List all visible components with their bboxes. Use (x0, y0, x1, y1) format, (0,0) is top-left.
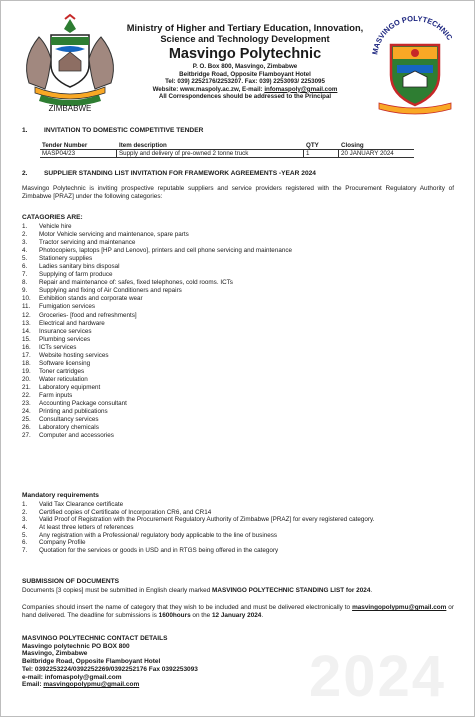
list-item-text: Software licensing (39, 359, 91, 367)
contact-line: Masvingo polytechnic PO BOX 800 (22, 642, 130, 650)
list-item-number: 9. (22, 287, 28, 295)
contact-email-label: Email: (22, 681, 44, 689)
list-item-text: Laboratory equipment (39, 383, 101, 391)
list-item (22, 384, 292, 392)
website-label: Website: www.maspoly.ac.zw, E-mail: (152, 85, 265, 93)
mandatory-heading: Mandatory requirements (22, 492, 99, 499)
list-item (22, 279, 292, 287)
list-item (22, 247, 292, 255)
contact-email-line (22, 681, 198, 689)
list-item-number: 14. (22, 327, 31, 335)
list-item-text: Quotation for the services or goods in USD and in RTGS being offered in the category (39, 547, 279, 555)
header-closing: Closing (339, 142, 414, 150)
list-item (22, 416, 292, 424)
list-item (22, 287, 292, 295)
submission-heading: SUBMISSION OF DOCUMENTS (22, 578, 120, 585)
list-item-number: 22. (22, 391, 31, 399)
categories-list (22, 223, 292, 440)
list-item-text: Repair and maintenance of: safes, fixed telephones, cold rooms. ICTs (39, 279, 233, 287)
list-item-text: Fumigation services (39, 303, 95, 311)
po-box: P. O. Box 800, Masvingo, Zimbabwe (192, 63, 298, 70)
list-item-number: 24. (22, 408, 31, 416)
list-item-number: 19. (22, 367, 31, 375)
letterhead (1, 1, 475, 123)
list-item-number: 4. (22, 524, 28, 532)
list-item-text: Toner cartridges (39, 367, 85, 375)
list-item-text: Printing and publications (39, 408, 108, 416)
deadline-date: 12 January 2024 (211, 612, 262, 620)
list-item-text: Insurance services (39, 327, 92, 335)
list-item-text: Valid Tax Clearance certificate (39, 501, 124, 508)
list-item-number: 17. (22, 351, 31, 359)
submission-line-1 (22, 587, 454, 595)
list-item-text: Laboratory chemicals (39, 424, 99, 432)
crest-arc-label: MASVINGO POLYTECHNIC (370, 15, 455, 56)
list-item-number: 6. (22, 539, 28, 547)
submission-deadline-text: or hand delivered. The deadline for submissions is (22, 604, 454, 620)
list-item-text: Computer and accessories (39, 432, 114, 440)
submission-period: . (370, 587, 373, 594)
list-item-number: 1. (22, 501, 28, 508)
section-1-title: INVITATION TO DOMESTIC COMPETITIVE TENDER (44, 127, 204, 134)
list-item-number: 21. (22, 383, 31, 391)
list-item (22, 263, 292, 271)
header-tender-number: Tender Number (40, 142, 117, 150)
mandatory-requirements-list (22, 501, 374, 555)
list-item (22, 432, 292, 440)
list-item (22, 392, 292, 400)
list-item (22, 516, 374, 524)
header-item-description: Item description (117, 142, 304, 150)
list-item-text: Groceries- [food and refreshments] (39, 311, 137, 319)
list-item (22, 501, 374, 509)
list-item-number: 4. (22, 247, 28, 255)
list-item-text: Company Profile (39, 539, 86, 547)
cell-closing: 20 JANUARY 2024 (339, 150, 414, 158)
list-item (22, 223, 292, 231)
cell-item-description: Supply and delivery of pre-owned 2 tonne truck (117, 150, 304, 158)
ministry-name: Ministry of Higher and Tertiary Education, Innovation, Science and Technology Development (126, 23, 364, 44)
submission-text: Documents [3 copies] must be submitted in English clearly marked (22, 587, 213, 594)
list-item-text: Valid Proof of Registration with the Procurement Regulatory Authority of Zimbabwe [PRAZ] for every registered category. (39, 516, 375, 524)
coat-of-arms-label: ZIMBABWE (48, 104, 92, 113)
list-item (22, 524, 374, 532)
list-item-number: 2. (22, 508, 28, 516)
list-item-text: Stationery supplies (39, 255, 93, 263)
section-2-number: 2. (22, 170, 28, 177)
list-item-number: 23. (22, 400, 31, 408)
header-email-link[interactable]: infomaspoly@gmail.com (264, 85, 338, 93)
contact-line: e-mail: infomaspoly@gmail.com (22, 673, 122, 681)
submission-on: on the (190, 612, 212, 620)
list-item-text: Vehicle hire (39, 223, 72, 230)
submission-line-2 (22, 604, 454, 620)
list-item-text: Exhibition stands and corporate wear (39, 295, 143, 303)
header-qty: QTY (304, 142, 339, 150)
zimbabwe-coat-of-arms-logo (15, 13, 125, 113)
contact-line: Tel: 0392253224/0392252269/0392252176 Fax 0392253093 (22, 665, 198, 673)
list-item-number: 5. (22, 531, 28, 539)
submission-instructions: Companies should insert the name of category that they wish to be included and must be delivered electronically to (22, 604, 353, 611)
list-item-text: Farm inputs (39, 391, 73, 399)
list-item (22, 303, 292, 311)
list-item-number: 3. (22, 516, 28, 524)
section-1-heading (22, 127, 203, 134)
list-item-number: 10. (22, 295, 31, 303)
institution-name: Masvingo Polytechnic (168, 46, 322, 62)
list-item (22, 312, 292, 320)
list-item (22, 320, 292, 328)
section-2-heading (22, 170, 316, 177)
list-item-number: 5. (22, 255, 28, 263)
list-item-number: 6. (22, 263, 28, 271)
list-item-text: Certified copies of Certificate of Incorporation CR6, and CR14 (39, 508, 212, 516)
tender-table (40, 142, 414, 158)
intro-paragraph: Masvingo Polytechnic is inviting prospective reputable suppliers and service providers registered with the Procurement Regulatory Authority of Zimbabwe [PRAZ] under the following categories: (22, 185, 454, 201)
list-item-number: 3. (22, 239, 28, 247)
list-item (22, 255, 292, 263)
list-item-number: 2. (22, 231, 28, 239)
list-item (22, 271, 292, 279)
list-item-text: Supplying of farm produce (39, 271, 113, 279)
list-item-number: 15. (22, 335, 31, 343)
categories-heading: CATAGORIES ARE: (22, 214, 83, 221)
list-item-number: 7. (22, 547, 28, 555)
list-item-number: 16. (22, 343, 31, 351)
cell-qty: 1 (304, 150, 339, 158)
list-item-text: ICTs services (39, 343, 77, 351)
list-item (22, 231, 292, 239)
list-item (22, 539, 374, 547)
contact-line: Masvingo, Zimbabwe (22, 650, 88, 658)
list-item-number: 13. (22, 319, 31, 327)
letterhead-text (125, 23, 365, 101)
website-email (125, 86, 365, 94)
list-item-text: Any registration with a Professional/ regulatory body applicable to the line of business (39, 531, 278, 539)
list-item (22, 328, 292, 336)
list-item-number: 7. (22, 271, 28, 279)
list-item (22, 408, 292, 416)
contact-line: Beitbridge Road, Opposite Flamboyant Hotel (22, 658, 161, 666)
submission-end: . (261, 612, 264, 620)
submission-marking: MASVINGO POLYTECHNIC STANDING LIST for 2024 (212, 587, 371, 594)
submission-email-link[interactable]: masvingopolypmu@gmail.com (352, 604, 447, 611)
list-item-number: 11. (22, 303, 31, 311)
list-item-text: Ladies sanitary bins disposal (39, 263, 120, 271)
list-item-text: Electrical and hardware (39, 319, 105, 327)
correspondence-note: All Correspondences should be addressed to the Principal (158, 93, 332, 101)
list-item (22, 376, 292, 384)
list-item-number: 27. (22, 432, 31, 440)
list-item-text: Tractor servicing and maintenance (39, 239, 136, 247)
telephone-fax: Tel: 039) 2252176/2253207. Fax: 039) 2253093/ 2253095 (165, 78, 325, 86)
tender-table-header (40, 142, 414, 150)
list-item-number: 18. (22, 359, 31, 367)
list-item-number: 1. (22, 223, 28, 230)
cell-tender-number: MASP04/23 (40, 150, 117, 158)
list-item (22, 547, 374, 555)
street-address: Beitbridge Road, Opposite Flamboyant Hotel (179, 70, 311, 78)
list-item-number: 26. (22, 424, 31, 432)
list-item (22, 336, 292, 344)
list-item-text: Photocopiers, laptops [HP and Lenovo], printers and cell phone servicing and maintenance (39, 247, 292, 255)
list-item-number: 25. (22, 416, 31, 424)
list-item-text: Accounting Package consultant (39, 400, 127, 408)
list-item-number: 12. (22, 311, 31, 319)
list-item-text: Plumbing services (39, 335, 91, 343)
contact-details (22, 635, 198, 689)
watermark: 2024 (308, 644, 446, 709)
masvingo-polytechnic-crest-logo (367, 15, 463, 117)
list-item (22, 532, 374, 540)
table-row (40, 150, 414, 158)
list-item (22, 344, 292, 352)
list-item-text: Website hosting services (39, 351, 109, 359)
list-item-number: 20. (22, 375, 31, 383)
deadline-time: 1600hours (158, 612, 191, 620)
list-item-text: Consultancy services (39, 416, 99, 424)
section-1-number: 1. (22, 127, 28, 134)
list-item (22, 509, 374, 517)
list-item-number: 8. (22, 279, 28, 287)
list-item (22, 295, 292, 303)
contact-email-link[interactable]: masvingopolypmu@gmail.com (43, 681, 140, 689)
list-item (22, 360, 292, 368)
list-item (22, 352, 292, 360)
list-item-text: Motor Vehicle servicing and maintenance, spare parts (39, 231, 189, 239)
list-item (22, 239, 292, 247)
list-item-text: Supplying and fixing of Air Conditioners and repairs (39, 287, 182, 295)
list-item (22, 400, 292, 408)
list-item-text: Water reticulation (39, 375, 88, 383)
list-item (22, 424, 292, 432)
section-2-title: SUPPLIER STANDING LIST INVITATION FOR FRAMEWORK AGREEMENTS -YEAR 2024 (44, 170, 316, 177)
contact-heading: MASVINGO POLYTECHNIC CONTACT DETAILS (22, 635, 168, 642)
list-item-text: At least three letters of references (39, 524, 134, 532)
list-item (22, 368, 292, 376)
